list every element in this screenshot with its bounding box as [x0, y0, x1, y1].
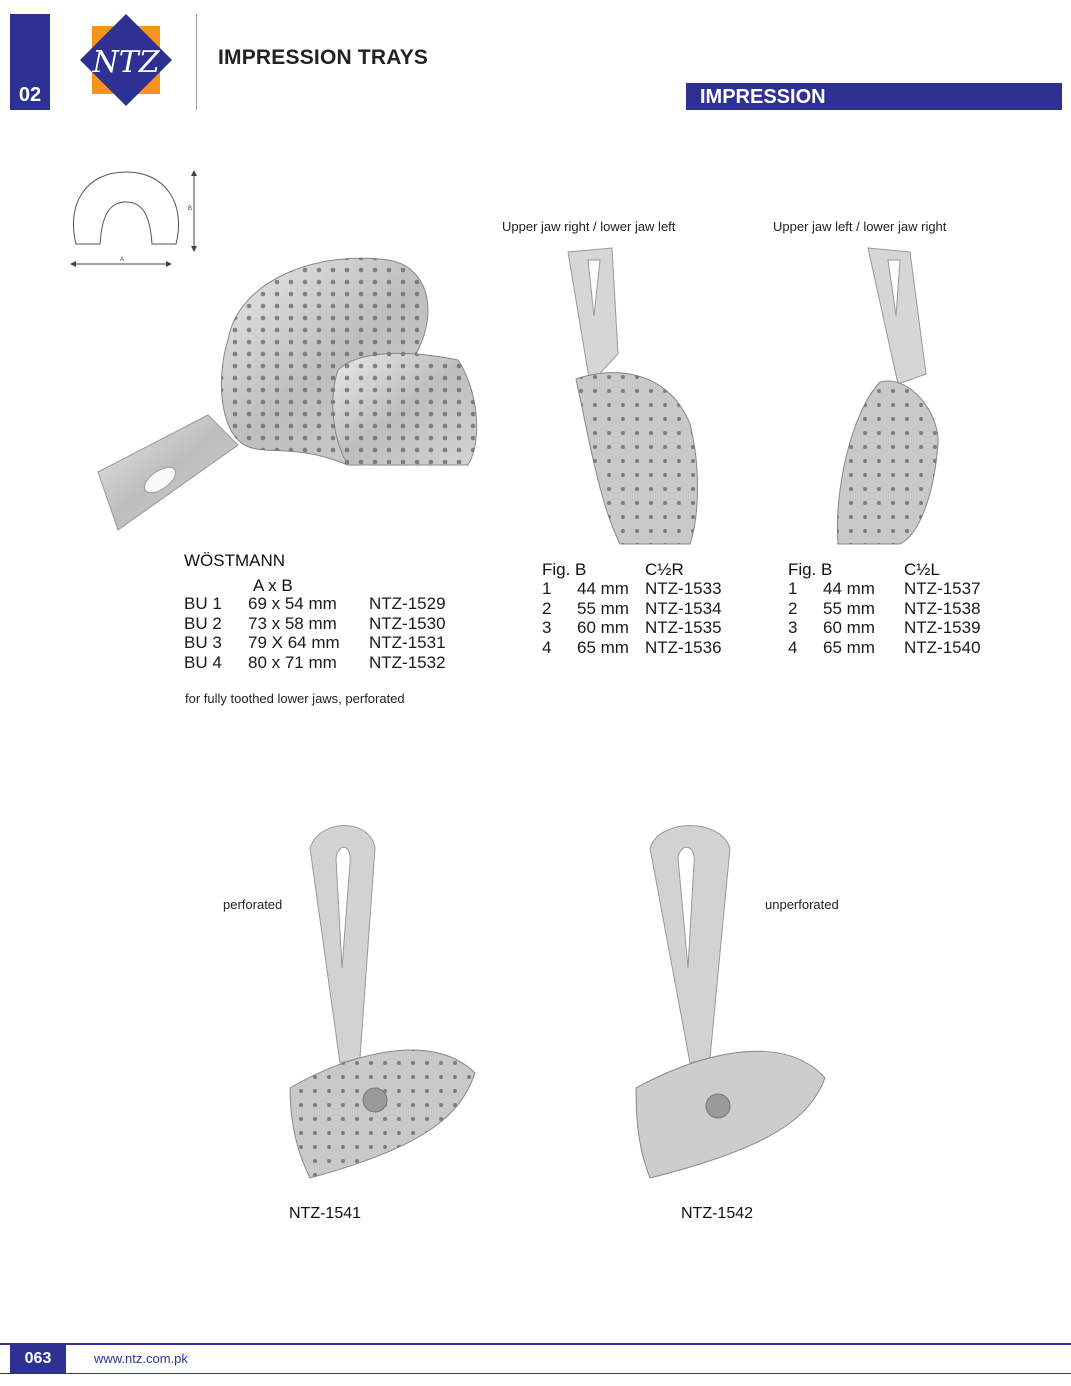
perforated-label: perforated: [223, 897, 283, 912]
left-type-label: C½L: [904, 560, 940, 579]
size-cell: 3: [788, 618, 798, 637]
right-tray-image: [560, 244, 710, 550]
mm-cell: 60 mm: [577, 618, 629, 637]
code-cell: NTZ-1533: [645, 579, 722, 598]
size-cell: BU 3: [184, 633, 222, 652]
table-row: [184, 614, 446, 634]
right-type-label: C½R: [645, 560, 684, 579]
size-cell: 1: [788, 579, 798, 598]
code-cell: NTZ-1529: [369, 594, 446, 613]
left-fig-label: Fig. B: [788, 560, 833, 579]
perforated-tray-image: [280, 818, 490, 1188]
size-cell: 4: [788, 637, 798, 657]
table-row: [788, 638, 981, 658]
left-tray-image: [830, 244, 950, 550]
size-cell: 2: [788, 598, 798, 618]
wostmann-title: WÖSTMANN: [184, 551, 286, 570]
chapter-number: 02: [18, 84, 42, 106]
size-cell: 4: [542, 637, 552, 657]
wostmann-table: [184, 594, 446, 672]
code-cell: NTZ-1534: [645, 598, 722, 618]
footer-rule: [0, 1343, 1071, 1345]
left-tray-table: [788, 579, 981, 657]
mm-cell: 55 mm: [823, 598, 875, 618]
svg-text:NTZ: NTZ: [92, 45, 160, 80]
wostmann-col-header: A x B: [253, 576, 293, 595]
footer-url-link[interactable]: www.ntz.com.pk: [94, 1351, 188, 1366]
diagram-label-a: A: [120, 257, 125, 263]
code-cell: NTZ-1540: [904, 637, 981, 657]
table-row: [542, 638, 722, 658]
size-cell: BU 4: [184, 652, 222, 672]
code-cell: NTZ-1536: [645, 637, 722, 657]
dims-cell: 73 x 58 mm: [248, 613, 337, 633]
unperforated-label: unperforated: [765, 897, 839, 912]
dims-cell: 80 x 71 mm: [248, 652, 337, 672]
table-row: [788, 579, 981, 599]
table-row: [184, 653, 446, 673]
mm-cell: 65 mm: [823, 637, 875, 657]
page-title: IMPRESSION TRAYS: [218, 46, 429, 69]
table-row: [542, 579, 722, 599]
mm-cell: 65 mm: [577, 637, 629, 657]
diagram-label-b: B: [188, 206, 193, 212]
unperforated-code: NTZ-1542: [681, 1205, 754, 1222]
unperforated-tray-image: [630, 818, 840, 1188]
size-cell: BU 1: [184, 594, 222, 613]
mm-cell: 44 mm: [823, 579, 875, 598]
wostmann-note: for fully toothed lower jaws, perforated: [185, 691, 405, 706]
section-label: IMPRESSION: [700, 86, 826, 108]
table-row: [788, 618, 981, 638]
header-divider: [196, 14, 197, 110]
size-cell: 1: [542, 579, 552, 598]
table-row: [788, 599, 981, 619]
table-row: [184, 594, 446, 614]
page-number: 063: [24, 1350, 52, 1367]
wostmann-tray-image: [88, 240, 498, 550]
table-row: [184, 633, 446, 653]
perforated-code: NTZ-1541: [289, 1205, 362, 1222]
table-row: [542, 599, 722, 619]
dims-cell: 79 X 64 mm: [248, 633, 340, 652]
right-tray-caption: Upper jaw right / lower jaw left: [502, 219, 676, 234]
ntz-logo: [78, 12, 174, 108]
code-cell: NTZ-1535: [645, 618, 722, 637]
code-cell: NTZ-1539: [904, 618, 981, 637]
code-cell: NTZ-1537: [904, 579, 981, 598]
code-cell: NTZ-1532: [369, 652, 446, 672]
code-cell: NTZ-1531: [369, 633, 446, 652]
table-row: [542, 618, 722, 638]
left-tray-caption: Upper jaw left / lower jaw right: [773, 219, 947, 234]
size-cell: 2: [542, 598, 552, 618]
mm-cell: 60 mm: [823, 618, 875, 637]
code-cell: NTZ-1530: [369, 613, 446, 633]
mm-cell: 55 mm: [577, 598, 629, 618]
dims-cell: 69 x 54 mm: [248, 594, 337, 613]
mm-cell: 44 mm: [577, 579, 629, 598]
right-fig-label: Fig. B: [542, 560, 587, 579]
right-tray-table: [542, 579, 722, 657]
size-cell: 3: [542, 618, 552, 637]
code-cell: NTZ-1538: [904, 598, 981, 618]
size-cell: BU 2: [184, 613, 222, 633]
footer-rule-bottom: [0, 1373, 1071, 1374]
